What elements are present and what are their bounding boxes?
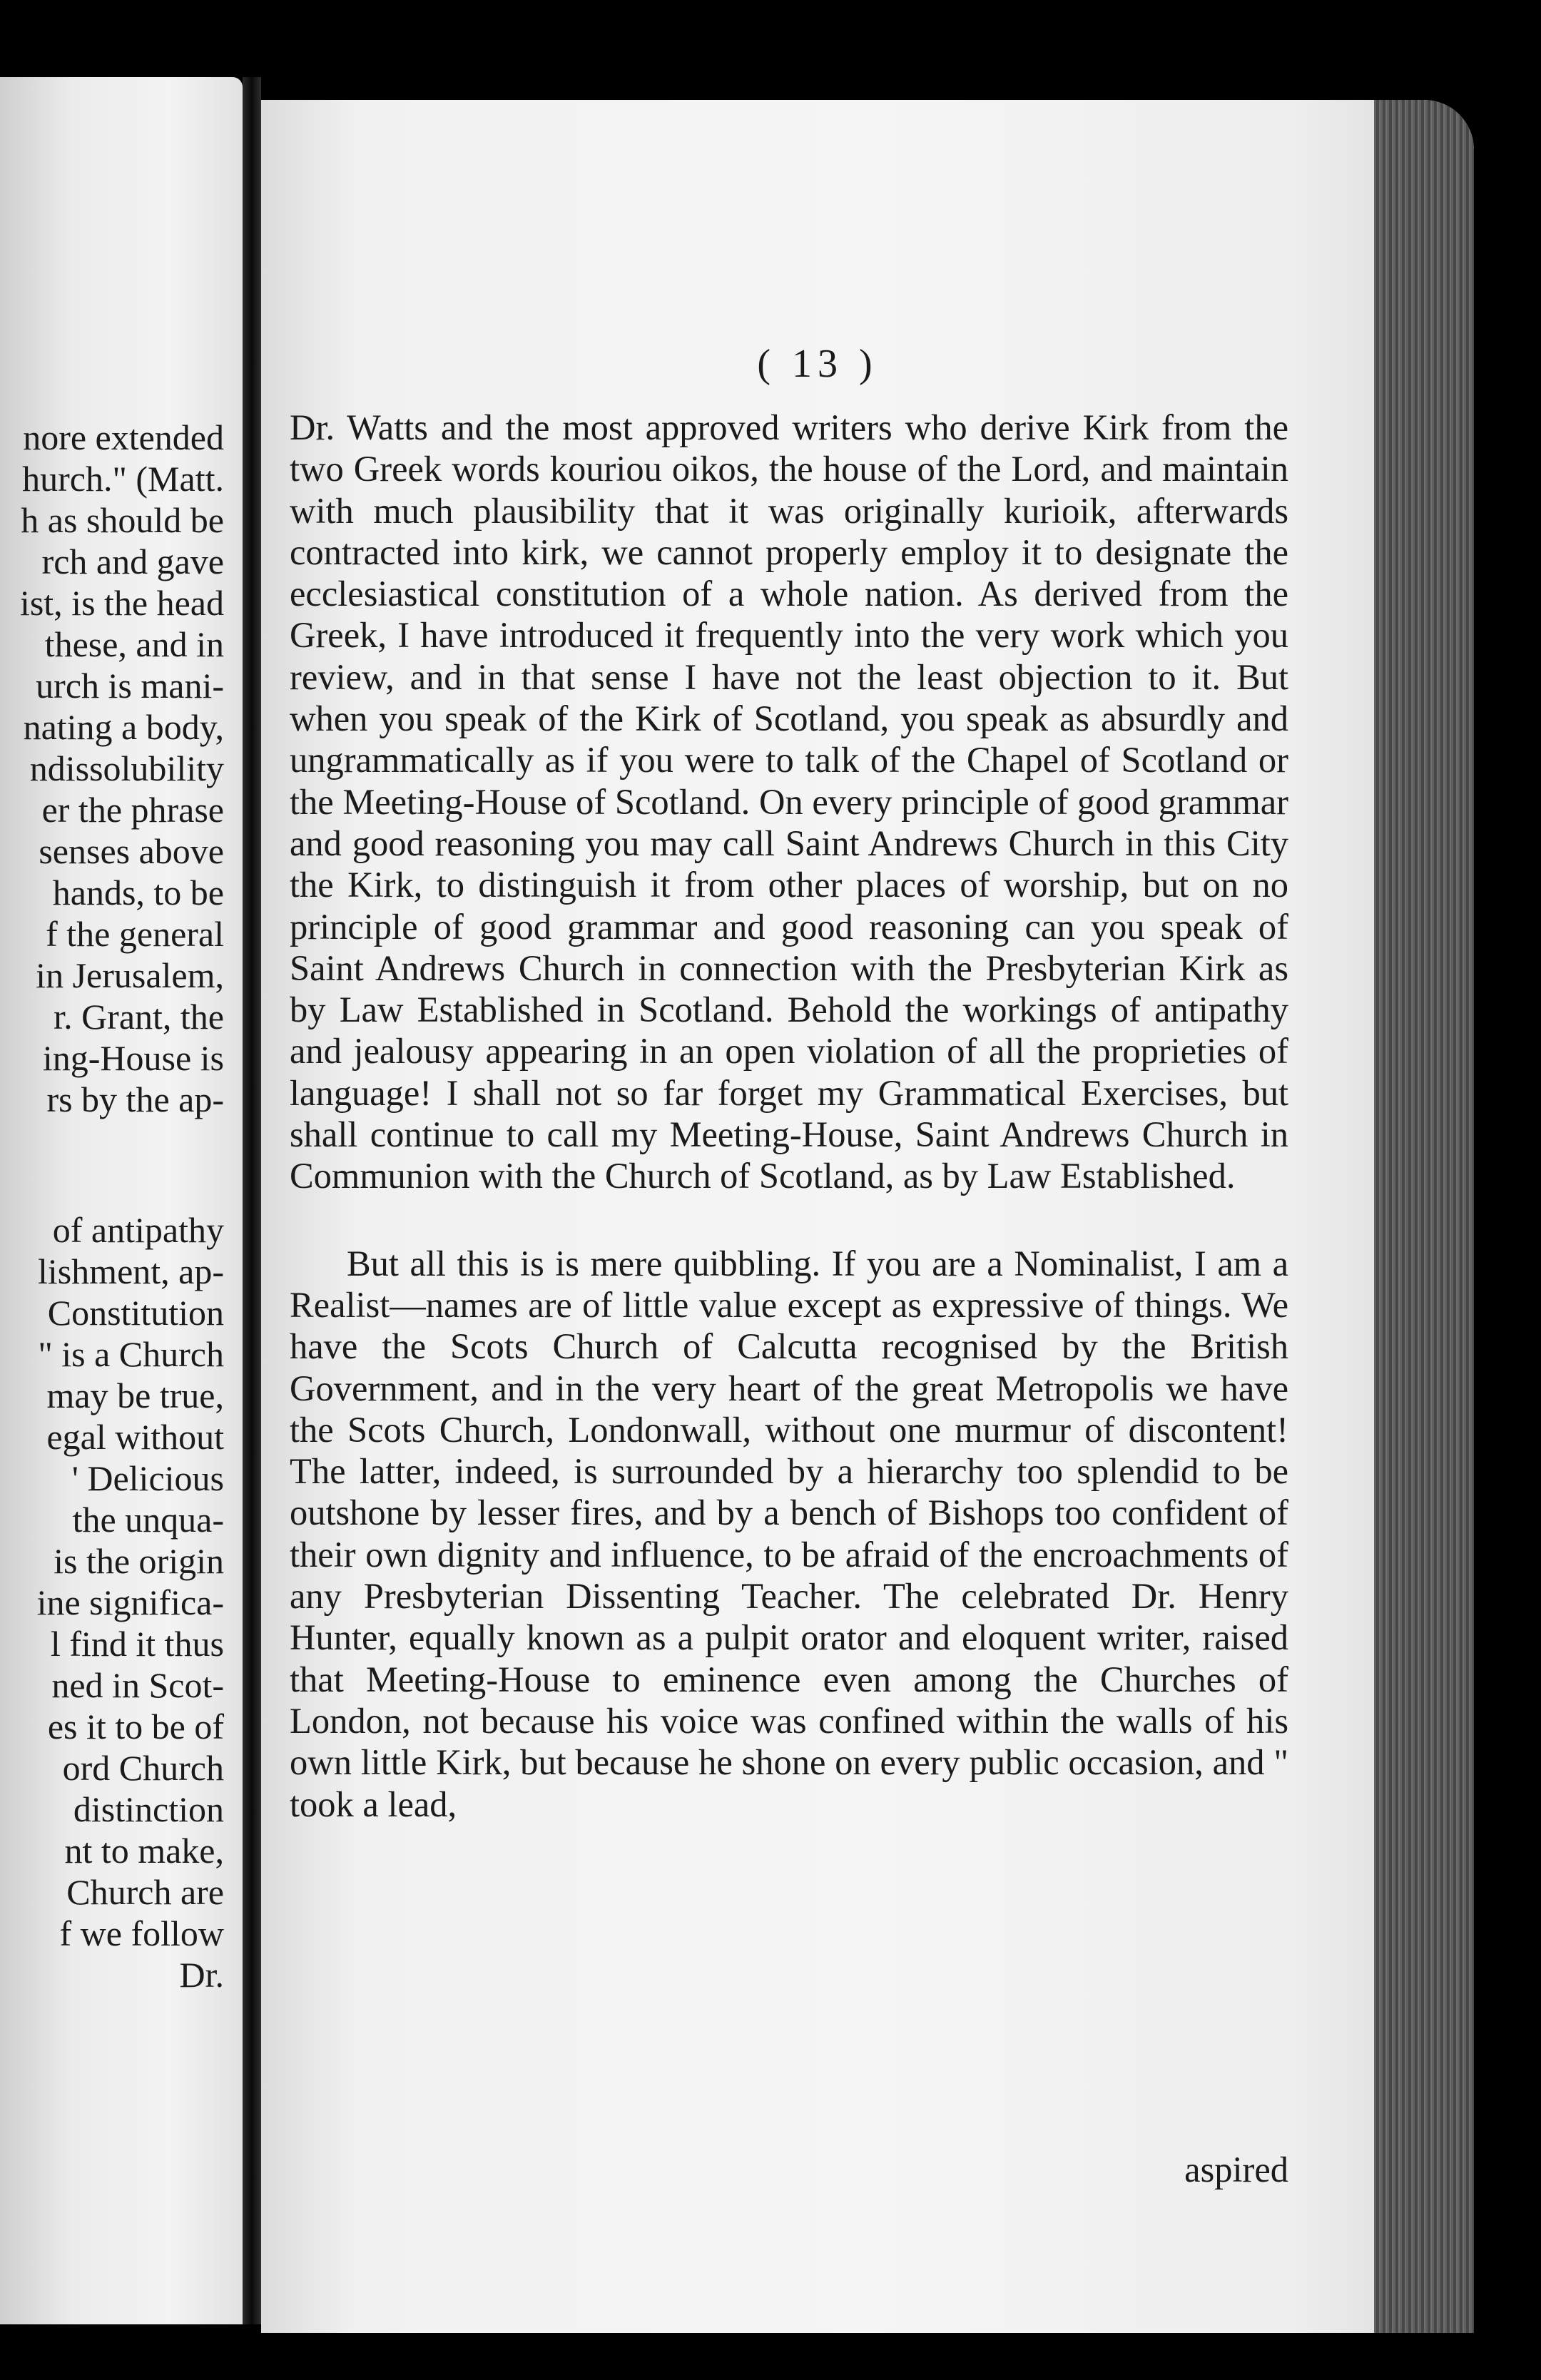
left-line: in Jerusalem, [36, 955, 224, 995]
page-body [290, 407, 1288, 1825]
left-line: is the origin [54, 1541, 224, 1581]
left-line: distinction [73, 1789, 224, 1829]
left-line: ing-House is [42, 1038, 224, 1078]
paragraph-one: Dr. Watts and the most approved writers who derive Kirk from the two Greek words kouriou oikos, the house of the Lord, and maintain with much plausibility that it was originally kurioik, afterwards contracted into kirk, we cannot properly employ it to designate the ecclesiastical constitution of a whole nation. As derived from the Greek, I have introduced it frequently into the very work which you review, and in that sense I have not the least objection to it. But when you speak of the Kirk of Scotland, you speak as absurdly and ungrammatically as if you were to talk of the Chapel of Scotland or the Meeting-House of Scotland. On every principle of good grammar and good reasoning you may call Saint Andrews Church in this City the Kirk, to distinguish it from other places of worship, but on no principle of good grammar and good reasoning can you speak of Saint Andrews Church in connection with the Presbyterian Kirk as by Law Established in Scotland. Behold the workings of antipathy and jealousy appearing in an open violation of all the proprieties of language! I shall not so far forget my Grammatical Exercises, but shall continue to call my Meeting-House, Saint Andrews Church in Communion with the Church of Scotland, as by Law Established. [290, 407, 1288, 1196]
left-line: nating a body, [23, 707, 224, 747]
left-line: ord Church [62, 1748, 224, 1788]
left-line: of antipathy [52, 1210, 224, 1250]
left-line: lishment, ap- [37, 1251, 224, 1291]
left-line: the unqua- [72, 1500, 224, 1540]
left-line: egal without [46, 1417, 224, 1457]
left-line: ine significa- [36, 1582, 224, 1622]
right-page [261, 100, 1474, 2333]
catchword: aspired [1184, 2150, 1288, 2190]
left-line: Church are [66, 1872, 224, 1912]
page-edges [1374, 100, 1474, 2333]
left-line: ' Delicious [71, 1458, 224, 1498]
left-line: es it to be of [47, 1707, 224, 1746]
book-gutter [243, 77, 261, 2324]
left-line: f the general [46, 914, 224, 954]
left-line: ist, is the head [19, 583, 224, 623]
left-line: these, and in [44, 624, 224, 664]
left-line: senses above [39, 831, 224, 871]
left-line: urch is mani- [36, 666, 224, 706]
left-line: nore extended [23, 417, 224, 457]
left-facing-page [0, 77, 243, 2324]
left-line: rch and gave [41, 541, 224, 581]
page-number: ( 13 ) [757, 342, 878, 386]
left-line: may be true, [46, 1375, 224, 1415]
paragraph-two: But all this is is mere quibbling. If you are a Nominalist, I am a Realist—names are of little value except as expressive of things. We have the Scots Church of Calcutta recognised by the British Government, and in the very heart of the great Metropolis we have the Scots Church, Londonwall, without one murmur of discontent! The latter, indeed, is surrounded by a hierarchy too splendid to be outshone by lesser fires, and by a bench of Bishops too confident of their own dignity and influence, to be afraid of the encroachments of any Presbyterian Dissenting Teacher. The celebrated Dr. Henry Hunter, equally known as a pulpit orator and eloquent writer, raised that Meeting-House to eminence even among the Churches of London, not because his voice was confined within the walls of his own little Kirk, but because he shone on every public occasion, and " took a lead, [290, 1243, 1288, 1824]
left-line: r. Grant, the [54, 997, 224, 1037]
left-line: ned in Scot- [51, 1665, 224, 1705]
left-line: " is a Church [38, 1334, 224, 1374]
left-line: l find it thus [50, 1624, 224, 1664]
left-line: rs by the ap- [46, 1079, 224, 1119]
left-line: ndissolubility [29, 748, 224, 788]
left-line: hands, to be [52, 873, 224, 912]
left-line: h as should be [21, 500, 224, 540]
left-line: f we follow [59, 1913, 224, 1953]
left-line: hurch." (Matt. [22, 459, 224, 499]
left-line: Constitution [47, 1293, 224, 1333]
left-line: er the phrase [41, 790, 224, 830]
left-line: Dr. [179, 1955, 224, 1995]
left-page-text [20, 417, 224, 1995]
left-line: nt to make, [64, 1831, 224, 1871]
